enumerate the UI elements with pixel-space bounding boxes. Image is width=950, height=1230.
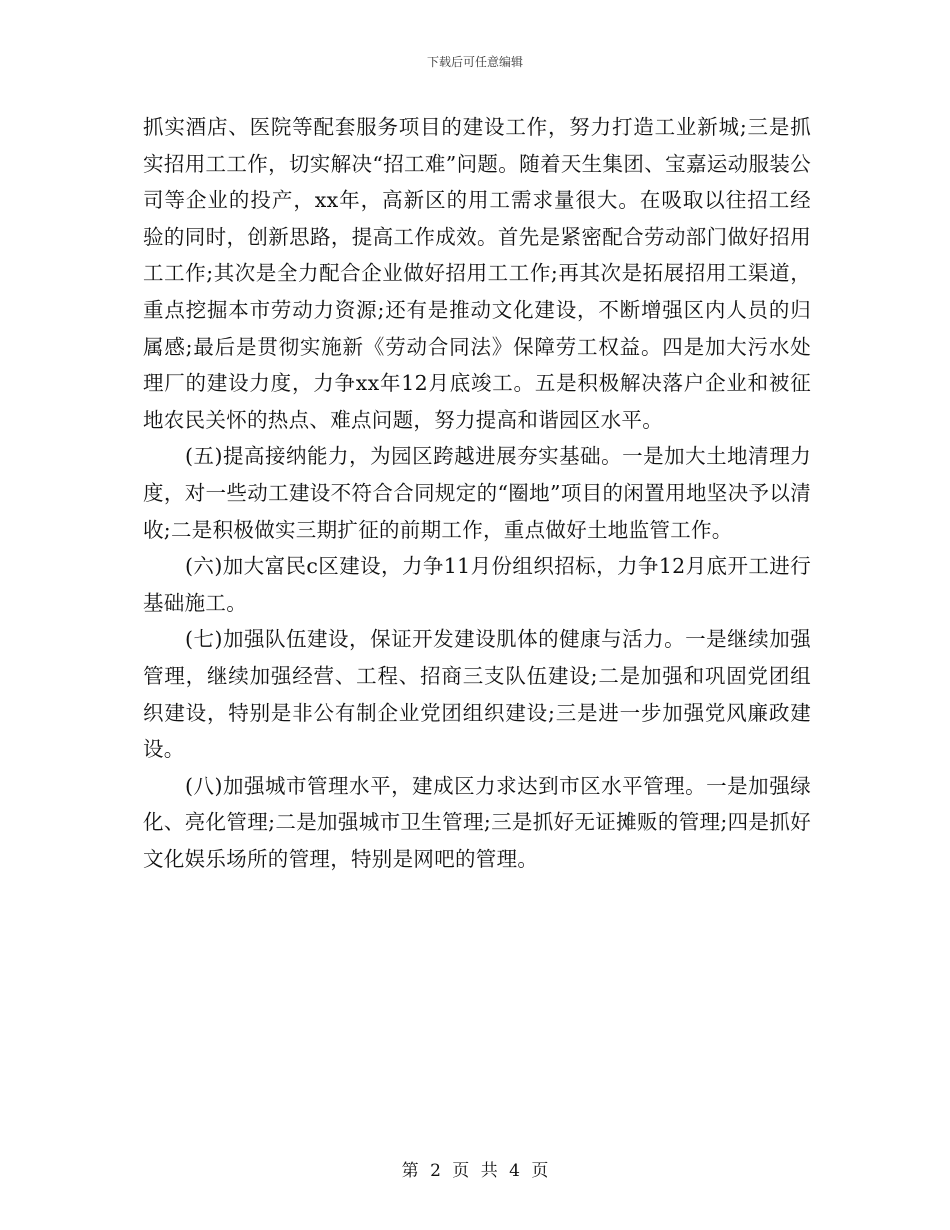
header-note: 下载后可任意编辑 bbox=[426, 55, 523, 69]
paragraph-section-6: (六)加大富民c区建设，力争11月份组织招标，力争12月底开工进行基础施工。 bbox=[143, 554, 811, 615]
paragraph-section-5: (五)提高接纳能力，为园区跨越进展夯实基础。一是加大土地清理力度，对一些动工建设不符合合同规定的“圈地”项目的闲置用地坚决予以清收;二是积极做实三期扩征的前期工作，重点做好土地监管工作。 bbox=[143, 444, 811, 542]
paragraph-section-7: (七)加强队伍建设，保证开发建设肌体的健康与活力。一是继续加强管理，继续加强经营、工程、招商三支队伍建设;二是加强和巩固党团组织建设，特别是非公有制企业党团组织建设;三是进一步加强党风廉政建设。 bbox=[143, 627, 811, 762]
document-body bbox=[143, 109, 811, 877]
paragraph-section-8: (八)加强城市管理水平，建成区力求达到市区水平管理。一是加强绿化、亮化管理;二是加强城市卫生管理;三是抓好无证摊贩的管理;四是抓好文化娱乐场所的管理，特别是网吧的管理。 bbox=[143, 773, 811, 871]
page-number: 第 2 页 共 4 页 bbox=[401, 1161, 549, 1181]
paragraph-continuation: 抓实酒店、医院等配套服务项目的建设工作，努力打造工业新城;三是抓实招用工工作，切实解决“招工难”问题。随着天生集团、宝嘉运动服装公司等企业的投产，xx年，高新区的用工需求量很大。在吸取以往招工经验的同时，创新思路，提高工作成效。首先是紧密配合劳动部门做好招用工工作;其次是全力配合企业做好招用工工作;再其次是拓展招用工渠道，重点挖掘本市劳动力资源;还有是推动文化建设，不断增强区内人员的归属感;最后是贯彻实施新《劳动合同法》保障劳工权益。四是加大污水处理厂的建设力度，力争xx年12月底竣工。五是积极解决落户企业和被征地农民关怀的热点、难点问题，努力提高和谐园区水平。 bbox=[143, 115, 811, 432]
